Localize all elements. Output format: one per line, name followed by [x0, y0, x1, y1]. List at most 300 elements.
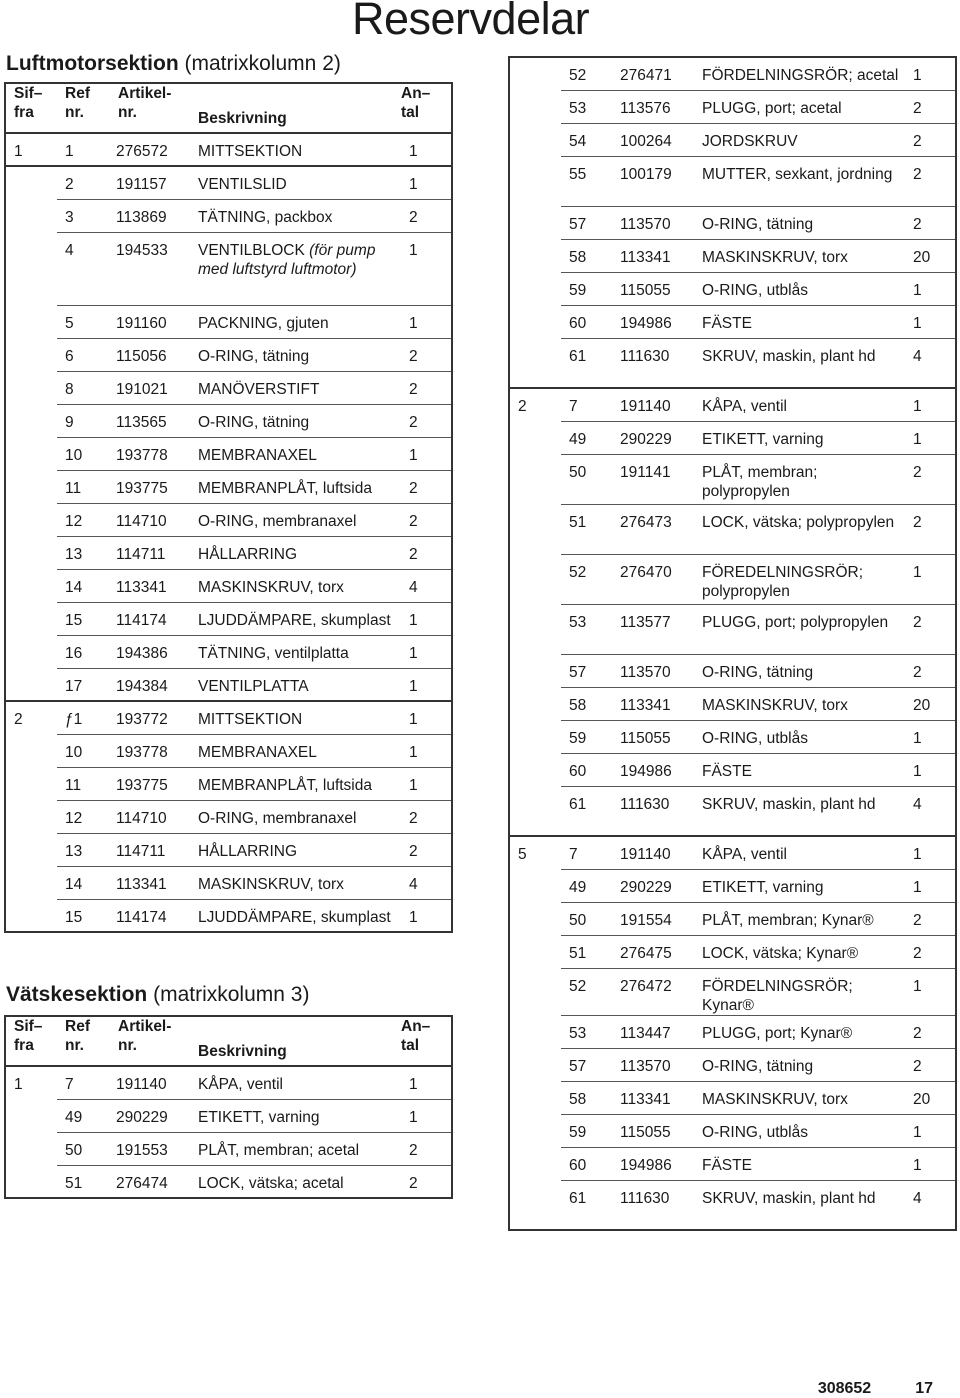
cell-beskrivning	[190, 199, 395, 232]
table-row	[5, 569, 452, 602]
cell-artikel-nr: 114174	[110, 899, 190, 932]
table-row	[5, 166, 452, 199]
cell-sifra	[5, 602, 57, 635]
cell-beskrivning	[190, 635, 395, 668]
cell-sifra	[5, 404, 57, 437]
description-text: O-RING, tätning	[198, 347, 310, 365]
table-row	[5, 668, 452, 701]
cell-ref-nr: 49	[57, 1099, 110, 1132]
parts-table-vatskesektion	[4, 1015, 453, 1199]
cell-antal: 2	[899, 206, 956, 239]
page-title: Reservdelar	[352, 0, 590, 44]
table-row	[509, 1048, 956, 1081]
cell-beskrivning	[694, 239, 899, 272]
description-text: TÄTNING, ventilplatta	[198, 644, 349, 662]
cell-sifra	[5, 232, 57, 305]
cell-beskrivning	[694, 687, 899, 720]
cell-beskrivning	[694, 869, 899, 902]
description-text: MEMBRANAXEL	[198, 446, 317, 464]
cell-beskrivning	[694, 968, 899, 1015]
cell-antal: 1	[899, 753, 956, 786]
cell-artikel-nr: 193775	[110, 767, 190, 800]
cell-beskrivning	[694, 504, 899, 554]
cell-ref-nr: 8	[57, 371, 110, 404]
description-text: PLÅT, membran; polypropylen	[702, 463, 818, 500]
cell-artikel-nr: 113341	[614, 1081, 694, 1114]
cell-ref-nr: 51	[561, 504, 614, 554]
cell-sifra	[5, 338, 57, 371]
description-text: SKRUV, maskin, plant hd	[702, 1189, 876, 1207]
cell-sifra	[509, 123, 561, 156]
cell-sifra	[509, 753, 561, 786]
cell-sifra	[509, 720, 561, 753]
cell-beskrivning	[190, 470, 395, 503]
cell-artikel-nr: 194384	[110, 668, 190, 701]
cell-ref-nr: 49	[561, 421, 614, 454]
cell-antal: 2	[899, 504, 956, 554]
cell-antal: 2	[395, 1132, 452, 1165]
cell-antal: 1	[395, 602, 452, 635]
parts-table-vatskesektion-continued	[508, 56, 957, 1231]
cell-beskrivning	[190, 767, 395, 800]
cell-artikel-nr: 113577	[614, 604, 694, 654]
description-text: LJUDDÄMPARE, skumplast	[198, 611, 391, 629]
cell-antal: 2	[395, 338, 452, 371]
cell-artikel-nr: 114174	[110, 602, 190, 635]
cell-beskrivning	[694, 454, 899, 504]
cell-ref-nr: 61	[561, 1180, 614, 1230]
cell-beskrivning	[190, 503, 395, 536]
cell-beskrivning	[190, 1066, 395, 1099]
table-row	[509, 554, 956, 604]
cell-beskrivning	[190, 602, 395, 635]
cell-ref-nr: 2	[57, 166, 110, 199]
cell-ref-nr: 49	[561, 869, 614, 902]
cell-antal: 1	[899, 1114, 956, 1147]
cell-artikel-nr: 113565	[110, 404, 190, 437]
cell-antal: 2	[395, 404, 452, 437]
cell-sifra	[5, 635, 57, 668]
cell-artikel-nr: 114710	[110, 800, 190, 833]
cell-sifra	[5, 866, 57, 899]
cell-ref-nr: 50	[561, 902, 614, 935]
page-footer	[818, 1380, 933, 1398]
cell-beskrivning	[694, 272, 899, 305]
cell-sifra	[509, 504, 561, 554]
cell-artikel-nr: 194986	[614, 753, 694, 786]
cell-beskrivning	[190, 569, 395, 602]
table-header-row	[5, 1016, 452, 1066]
cell-sifra	[5, 305, 57, 338]
cell-ref-nr: 61	[561, 786, 614, 836]
cell-artikel-nr: 193778	[110, 437, 190, 470]
cell-ref-nr: 7	[561, 388, 614, 421]
description-text: ETIKETT, varning	[198, 1108, 320, 1126]
description-text: KÅPA, ventil	[198, 1076, 284, 1093]
header-sifra: Sif– fra	[5, 83, 57, 133]
cell-antal: 1	[395, 734, 452, 767]
table-row	[509, 504, 956, 554]
cell-antal: 1	[899, 305, 956, 338]
cell-beskrivning	[694, 57, 899, 90]
cell-beskrivning	[694, 156, 899, 206]
cell-ref-nr: 54	[561, 123, 614, 156]
cell-antal: 1	[395, 767, 452, 800]
header-artikel-nr: Artikel- nr.	[110, 83, 190, 133]
cell-antal: 4	[395, 569, 452, 602]
cell-beskrivning	[190, 371, 395, 404]
cell-beskrivning	[694, 305, 899, 338]
cell-antal: 2	[395, 536, 452, 569]
cell-beskrivning	[694, 654, 899, 687]
cell-beskrivning	[694, 753, 899, 786]
description-text: JORDSKRUV	[702, 132, 798, 150]
table-row	[5, 338, 452, 371]
cell-ref-nr: 12	[57, 800, 110, 833]
cell-beskrivning	[190, 668, 395, 701]
cell-sifra	[509, 968, 561, 1015]
cell-sifra	[509, 1114, 561, 1147]
table-row	[509, 968, 956, 1015]
table-row	[509, 1081, 956, 1114]
cell-ref-nr: 52	[561, 968, 614, 1015]
cell-sifra	[5, 1132, 57, 1165]
cell-beskrivning	[694, 1048, 899, 1081]
description-text: MEMBRANPLÅT, luftsida	[198, 776, 372, 794]
cell-sifra	[5, 800, 57, 833]
cell-ref-nr: 51	[561, 935, 614, 968]
table-row	[5, 734, 452, 767]
table-row	[509, 454, 956, 504]
description-text: PLUGG, port; Kynar®	[702, 1024, 853, 1042]
cell-sifra	[5, 899, 57, 932]
cell-antal: 2	[395, 1165, 452, 1198]
cell-antal: 1	[899, 720, 956, 753]
table-row	[5, 470, 452, 503]
table-row	[509, 57, 956, 90]
cell-antal: 4	[899, 338, 956, 388]
cell-beskrivning	[190, 232, 395, 305]
cell-sifra	[509, 1180, 561, 1230]
cell-ref-nr: 10	[57, 437, 110, 470]
description-text: MITTSEKTION	[198, 711, 303, 728]
cell-antal: 2	[899, 90, 956, 123]
section-title-vatskesektion	[6, 983, 309, 1007]
table-row	[5, 701, 452, 734]
cell-beskrivning	[694, 123, 899, 156]
header-ref-nr: Ref nr.	[57, 83, 110, 133]
description-text: PLUGG, port; polypropylen	[702, 613, 889, 631]
table-row	[509, 239, 956, 272]
cell-antal: 1	[899, 272, 956, 305]
cell-sifra	[5, 833, 57, 866]
cell-artikel-nr: 113341	[110, 866, 190, 899]
header-beskrivning: Beskrivning	[190, 83, 395, 133]
cell-antal: 1	[899, 836, 956, 869]
cell-antal: 1	[395, 166, 452, 199]
description-text: VENTILPLATTA	[198, 677, 309, 695]
cell-sifra	[5, 470, 57, 503]
description-text: SKRUV, maskin, plant hd	[702, 347, 876, 365]
description-text: O-RING, membranaxel	[198, 809, 357, 827]
cell-beskrivning	[694, 902, 899, 935]
table-row	[5, 371, 452, 404]
table-row	[5, 635, 452, 668]
cell-sifra	[509, 421, 561, 454]
description-text: SKRUV, maskin, plant hd	[702, 795, 876, 813]
cell-ref-nr: 60	[561, 1147, 614, 1180]
cell-ref-nr: 17	[57, 668, 110, 701]
section-subtitle: (matrixkolumn 2)	[184, 52, 341, 75]
cell-artikel-nr: 290229	[614, 421, 694, 454]
cell-antal: 1	[899, 968, 956, 1015]
cell-ref-nr: 5	[57, 305, 110, 338]
cell-sifra	[509, 1015, 561, 1048]
cell-ref-nr: 50	[57, 1132, 110, 1165]
cell-sifra	[509, 206, 561, 239]
parts-table-luftmotorsektion	[4, 82, 453, 933]
cell-beskrivning	[190, 833, 395, 866]
cell-ref-nr: 11	[57, 767, 110, 800]
cell-artikel-nr: 194986	[614, 1147, 694, 1180]
cell-artikel-nr: 113570	[614, 206, 694, 239]
table-row	[5, 602, 452, 635]
cell-sifra	[509, 554, 561, 604]
cell-sifra: 1	[5, 1066, 57, 1099]
cell-artikel-nr: 113341	[614, 239, 694, 272]
description-text: PLÅT, membran; Kynar®	[702, 911, 874, 929]
cell-ref-nr: 1	[57, 133, 110, 166]
cell-artikel-nr: 115055	[614, 1114, 694, 1147]
cell-artikel-nr: 113341	[614, 687, 694, 720]
cell-sifra	[509, 156, 561, 206]
table-row	[5, 1066, 452, 1099]
description-text: O-RING, tätning	[702, 1057, 814, 1075]
cell-artikel-nr: 194986	[614, 305, 694, 338]
description-text: FÖRDELNINGSRÖR; acetal	[702, 67, 899, 84]
cell-ref-nr: 52	[561, 554, 614, 604]
cell-ref-nr: 6	[57, 338, 110, 371]
cell-artikel-nr: 113869	[110, 199, 190, 232]
cell-sifra	[5, 371, 57, 404]
cell-antal: 1	[899, 1147, 956, 1180]
cell-artikel-nr: 290229	[110, 1099, 190, 1132]
cell-artikel-nr: 114711	[110, 536, 190, 569]
table-row	[509, 1180, 956, 1230]
description-text: MASKINSKRUV, torx	[702, 696, 848, 714]
description-text: FÖREDELNINGSRÖR; polypropylen	[702, 563, 864, 600]
cell-antal: 2	[395, 800, 452, 833]
cell-ref-nr: 14	[57, 866, 110, 899]
section-title-luftmotorsektion	[6, 52, 341, 76]
header-sifra: Sif– fra	[5, 1016, 57, 1066]
cell-beskrivning	[190, 536, 395, 569]
cell-antal: 2	[899, 1048, 956, 1081]
cell-antal: 2	[395, 833, 452, 866]
cell-artikel-nr: 193778	[110, 734, 190, 767]
header-antal: An– tal	[395, 1016, 452, 1066]
table-row	[5, 899, 452, 932]
cell-beskrivning	[190, 1165, 395, 1198]
cell-artikel-nr: 276472	[614, 968, 694, 1015]
table-row	[509, 272, 956, 305]
cell-ref-nr: 16	[57, 635, 110, 668]
cell-ref-nr: 13	[57, 536, 110, 569]
cell-beskrivning	[694, 935, 899, 968]
table-row	[509, 1147, 956, 1180]
table-row	[509, 836, 956, 869]
description-text: O-RING, utblås	[702, 1123, 808, 1141]
cell-artikel-nr: 111630	[614, 1180, 694, 1230]
table-row	[509, 604, 956, 654]
header-artikel-nr: Artikel- nr.	[110, 1016, 190, 1066]
table-row	[509, 123, 956, 156]
cell-artikel-nr: 191160	[110, 305, 190, 338]
section-title-text: Vätskesektion	[6, 983, 148, 1006]
cell-sifra	[5, 437, 57, 470]
cell-artikel-nr: 276471	[614, 57, 694, 90]
cell-artikel-nr: 100179	[614, 156, 694, 206]
cell-sifra	[509, 869, 561, 902]
cell-ref-nr: ƒ1	[57, 701, 110, 734]
description-text: O-RING, utblås	[702, 729, 808, 747]
cell-ref-nr: 15	[57, 899, 110, 932]
cell-artikel-nr: 113447	[614, 1015, 694, 1048]
description-text: VENTILSLID	[198, 176, 287, 193]
cell-antal: 1	[395, 133, 452, 166]
table-row	[5, 866, 452, 899]
page-number: 17	[915, 1380, 933, 1397]
cell-antal: 1	[395, 635, 452, 668]
description-text: LOCK, vätska; polypropylen	[702, 513, 895, 531]
cell-antal: 1	[395, 701, 452, 734]
cell-artikel-nr: 114710	[110, 503, 190, 536]
cell-artikel-nr: 111630	[614, 338, 694, 388]
description-text: O-RING, tätning	[702, 215, 814, 233]
cell-beskrivning	[694, 1180, 899, 1230]
description-text: ETIKETT, varning	[702, 430, 824, 448]
cell-ref-nr: 12	[57, 503, 110, 536]
description-text: O-RING, tätning	[702, 663, 814, 681]
table-row	[509, 753, 956, 786]
header-beskrivning: Beskrivning	[190, 1016, 395, 1066]
cell-sifra	[509, 786, 561, 836]
cell-sifra: 5	[509, 836, 561, 869]
cell-sifra	[509, 90, 561, 123]
description-text: MUTTER, sexkant, jordning	[702, 165, 893, 183]
cell-beskrivning	[190, 899, 395, 932]
cell-ref-nr: 53	[561, 90, 614, 123]
cell-sifra: 2	[509, 388, 561, 421]
cell-ref-nr: 58	[561, 239, 614, 272]
cell-ref-nr: 53	[561, 604, 614, 654]
cell-artikel-nr: 113570	[614, 654, 694, 687]
table-row	[5, 232, 452, 305]
cell-antal: 1	[899, 421, 956, 454]
cell-antal: 2	[899, 654, 956, 687]
cell-antal: 1	[395, 1066, 452, 1099]
cell-artikel-nr: 193775	[110, 470, 190, 503]
description-text: FÄSTE	[702, 1156, 752, 1174]
cell-sifra	[5, 734, 57, 767]
cell-ref-nr: 58	[561, 1081, 614, 1114]
cell-sifra	[5, 668, 57, 701]
cell-ref-nr: 53	[561, 1015, 614, 1048]
cell-artikel-nr: 191140	[614, 836, 694, 869]
cell-artikel-nr: 290229	[614, 869, 694, 902]
cell-ref-nr: 60	[561, 753, 614, 786]
cell-beskrivning	[694, 90, 899, 123]
cell-sifra	[509, 272, 561, 305]
cell-ref-nr: 58	[561, 687, 614, 720]
cell-beskrivning	[694, 338, 899, 388]
description-text: O-RING, tätning	[198, 413, 310, 431]
table-header-row	[5, 83, 452, 133]
cell-beskrivning	[190, 1132, 395, 1165]
cell-antal: 1	[395, 232, 452, 305]
cell-sifra	[5, 767, 57, 800]
cell-sifra	[509, 935, 561, 968]
description-text: PLUGG, port; acetal	[702, 99, 842, 117]
description-text: MEMBRANPLÅT, luftsida	[198, 479, 372, 497]
cell-sifra: 1	[5, 133, 57, 166]
description-note: (för pump med luftstyrd luftmotor)	[198, 241, 376, 278]
description-text: MASKINSKRUV, torx	[702, 248, 848, 266]
table-row	[509, 421, 956, 454]
table-row	[509, 720, 956, 753]
table-row	[509, 156, 956, 206]
cell-artikel-nr: 100264	[614, 123, 694, 156]
cell-ref-nr: 15	[57, 602, 110, 635]
description-text: MITTSEKTION	[198, 143, 303, 160]
table-row	[509, 388, 956, 421]
table-row	[5, 133, 452, 166]
cell-beskrivning	[694, 421, 899, 454]
description-text: LOCK, vätska; Kynar®	[702, 944, 859, 962]
cell-beskrivning	[694, 604, 899, 654]
cell-antal: 2	[899, 156, 956, 206]
cell-beskrivning	[190, 338, 395, 371]
table-row	[509, 935, 956, 968]
cell-antal: 2	[899, 902, 956, 935]
section-title-text: Luftmotorsektion	[6, 52, 179, 75]
section-subtitle: (matrixkolumn 3)	[153, 983, 310, 1006]
cell-sifra	[5, 1165, 57, 1198]
table-row	[5, 1132, 452, 1165]
description-text: KÅPA, ventil	[702, 398, 788, 415]
description-text: O-RING, utblås	[702, 281, 808, 299]
cell-artikel-nr: 191140	[614, 388, 694, 421]
cell-ref-nr: 14	[57, 569, 110, 602]
cell-beskrivning	[190, 166, 395, 199]
cell-ref-nr: 57	[561, 206, 614, 239]
cell-ref-nr: 50	[561, 454, 614, 504]
cell-ref-nr: 7	[561, 836, 614, 869]
table-row	[5, 1099, 452, 1132]
header-antal: An– tal	[395, 83, 452, 133]
cell-sifra	[509, 902, 561, 935]
description-text: PLÅT, membran; acetal	[198, 1141, 360, 1159]
table-row	[5, 305, 452, 338]
cell-beskrivning	[694, 720, 899, 753]
cell-antal: 4	[395, 866, 452, 899]
table-row	[509, 902, 956, 935]
cell-ref-nr: 55	[561, 156, 614, 206]
cell-antal: 2	[395, 470, 452, 503]
cell-ref-nr: 4	[57, 232, 110, 305]
cell-artikel-nr: 276470	[614, 554, 694, 604]
description-text: MANÖVERSTIFT	[198, 380, 320, 398]
